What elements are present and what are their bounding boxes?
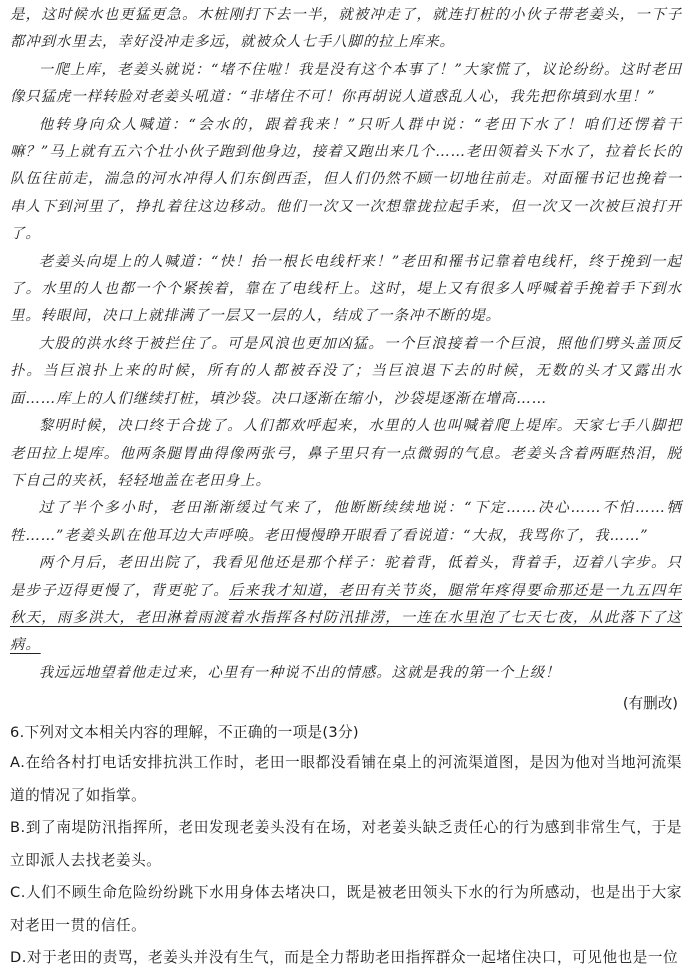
paragraph-text: 他转身向众人喊道：“会水的，跟着我来！”只听人群中说：“老田下水了！咱们还愣着干嘛？”马上就有五六个壮小伙子跑到他身边，接着又跑出来几个……老田领着头下水了，拉着长长的队伍往前走，湍急的河水冲得人们东倒西歪，但人们仍然不顾一切地往前走。对面罹书记也挽着一串人下到河里了，挣扎着往这边移动。他们一次又一次想靠拢拉起手来，但一次又一次被巨浪打开了。 xyxy=(10,116,682,243)
option-a: A.在给各村打电话安排抗洪工作时，老田一眼都没看铺在桌上的河流渠道图，是因为他对当地河流渠道的情况了如指掌。 xyxy=(10,754,682,804)
passage-paragraph xyxy=(10,249,682,331)
passage-paragraph xyxy=(10,331,682,413)
passage-paragraph xyxy=(10,495,682,550)
reading-passage xyxy=(10,2,682,687)
option-b: B.到了南堤防汛指挥所，老田发现老姜头没有在场，对老姜头缺乏责任心的行为感到非常生气，于是立即派人去找老姜头。 xyxy=(10,819,682,869)
option-c: C.人们不顾生命危险纷纷跳下水用身体去堵决口，既是被老田领头下水的行为所感动，也是出于大家对老田一贯的信任。 xyxy=(10,884,682,934)
passage-paragraph xyxy=(10,57,682,112)
passage-paragraph xyxy=(10,550,682,660)
paragraph-text: 黎明时候，决口终于合拢了。人们都欢呼起来，水里的人也叫喊着爬上堤库。天家七手八脚把老田拉上堤库。他两条腿胃曲得像两张弓，鼻子里只有一点微弱的气息。老姜头含着两眶热泪，脱下自己的夹袄，轻轻地盖在老田身上。 xyxy=(10,418,682,489)
passage-paragraph xyxy=(10,660,682,687)
source-note: (有删改) xyxy=(622,695,678,713)
underlined-sentence: 后来我才知道，老田有关节炎，腿常年疼得要命那还是一九五四年秋天，雨多洪大，老田淋着雨渡着水指挥各村防汛排涝，一连在水里泡了七天七夜，从此落下了这病。 xyxy=(10,582,682,654)
passage-paragraph xyxy=(10,112,682,249)
paragraph-text: 过了半个多小时，老田渐渐缓过气来了，他断断续续地说：“下定……决心……不怕……牺牲……”老姜头趴在他耳边大声呼唤。老田慢慢睁开眼看了看说道：“大叔，我骂你了，我……” xyxy=(10,500,682,544)
paragraph-text: 大股的洪水终于被拦住了。可是风浪也更加凶猛。一个巨浪接着一个巨浪，照他们劈头盖顶反扑。当巨浪扑上来的时候，所有的人都被吞没了；当巨浪退下去的时候，无数的头才又露出水面……库上的人们继续打桩，填沙袋。决口逐渐在缩小，沙袋堤逐渐在增高…… xyxy=(10,335,682,407)
paragraph-text: 是，这时候水也更猛更急。木桩刚打下去一半，就被冲走了，就连打桩的小伙子带老姜头，一下子都冲到水里去，幸好没冲走多远，就被众人七手八脚的拉上库来。 xyxy=(10,7,682,51)
passage-paragraph xyxy=(10,413,682,495)
passage-paragraph xyxy=(10,2,682,57)
question-stem: 6.下列对文本相关内容的理解，不正确的一项是(3分) xyxy=(10,724,359,742)
paragraph-text: 两个月后，老田出院了，我看见他还是那个样子：驼着背，低着头，背着手，迈着八字步。只是步子迈得更慢了，背更驼了。 xyxy=(10,555,682,599)
paragraph-text: 我远远地望着他走过来，心里有一种说不出的情感。这就是我的第一个上级！ xyxy=(38,664,561,681)
question-6 xyxy=(10,719,682,975)
option-d: D.对于老田的责骂，老姜头并没有生气，而是全力帮助老田指挥群众一起堵住决口，可见他也是一位 xyxy=(10,949,679,967)
paragraph-text: 一爬上库，老姜头就说：“堵不住啦！我是没有这个本事了！”大家慌了，议论纷纷。这时老田像只猛虎一样转脸对老姜头吼道：“非堵住不可！你再胡说人道惑乱人心，我先把你填到水里！” xyxy=(10,61,682,106)
paragraph-text: 老姜头向堤上的人喊道：“快！抬一根长电线杆来！”老田和罹书记靠着电线杆，终于挽到一起了。水里的人也都一个个紧挨着，靠在了电线杆上。这时，堤上又有很多人呼喊着手挽着手下到水里。转眼间，决口上就排满了一层又一层的人，结成了一条冲不断的堤。 xyxy=(10,253,682,325)
